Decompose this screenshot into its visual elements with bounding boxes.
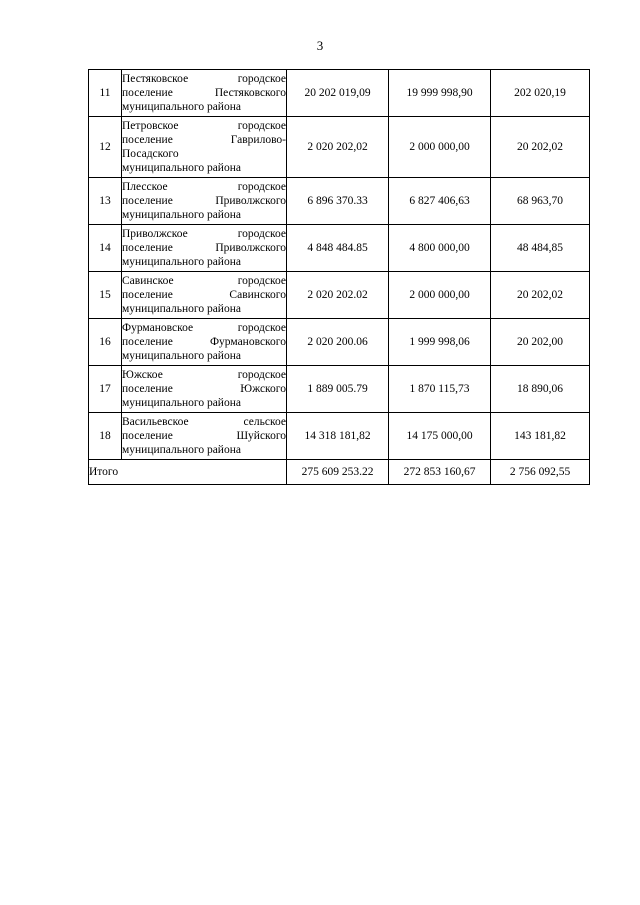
settlement-name-line: поселение Фурмановского (122, 336, 286, 348)
settlement-name-line: муниципального района (122, 209, 241, 221)
settlement-name-cell (122, 366, 287, 413)
settlement-name-line: муниципального района (122, 303, 241, 315)
amount-cell-1: 6 896 370.33 (287, 178, 389, 225)
amount-cell-3: 143 181,82 (491, 413, 590, 460)
settlement-name-line: Васильевское сельское (122, 416, 286, 428)
row-number-cell: 17 (89, 366, 122, 413)
table-row (89, 225, 590, 272)
row-number-cell: 16 (89, 319, 122, 366)
settlement-name-line: муниципального района (122, 397, 241, 409)
amount-cell-3: 202 020,19 (491, 70, 590, 117)
settlement-name-line: поселение Приволжского (122, 242, 286, 254)
amount-cell-2: 2 000 000,00 (389, 117, 491, 178)
table-row (89, 178, 590, 225)
table-row (89, 70, 590, 117)
settlement-name-line: Петровское городское (122, 120, 286, 132)
settlement-name-cell (122, 117, 287, 178)
settlement-name-line: поселение Приволжского (122, 195, 286, 207)
row-number-cell: 18 (89, 413, 122, 460)
total-row (89, 460, 590, 485)
total-amount-cell-3: 2 756 092,55 (491, 460, 590, 485)
settlement-name-line: муниципального района (122, 256, 241, 268)
budget-allocation-table (88, 69, 590, 485)
settlement-name-line: Савинское городское (122, 275, 286, 287)
total-label-cell: Итого (89, 460, 287, 485)
settlement-name-line: муниципального района (122, 162, 241, 174)
settlement-name-line: Приволжское городское (122, 228, 286, 240)
amount-cell-3: 20 202,02 (491, 117, 590, 178)
total-amount-cell-2: 272 853 160,67 (389, 460, 491, 485)
amount-cell-3: 68 963,70 (491, 178, 590, 225)
amount-cell-1: 14 318 181,82 (287, 413, 389, 460)
amount-cell-1: 2 020 202,02 (287, 117, 389, 178)
settlement-name-line: муниципального района (122, 444, 241, 456)
settlement-name-cell (122, 272, 287, 319)
amount-cell-2: 19 999 998,90 (389, 70, 491, 117)
amount-cell-1: 2 020 200.06 (287, 319, 389, 366)
row-number-cell: 11 (89, 70, 122, 117)
settlement-name-line: Пестяковское городское (122, 73, 286, 85)
row-number-cell: 12 (89, 117, 122, 178)
settlement-name-line: Плесское городское (122, 181, 286, 193)
settlement-name-line: Южское городское (122, 369, 286, 381)
amount-cell-2: 4 800 000,00 (389, 225, 491, 272)
settlement-name-cell (122, 413, 287, 460)
table-row (89, 366, 590, 413)
settlement-name-cell (122, 70, 287, 117)
settlement-name-line: поселение Шуйского (122, 430, 286, 442)
settlement-name-line: муниципального района (122, 101, 241, 113)
settlement-name-line: поселение Савинского (122, 289, 286, 301)
amount-cell-2: 6 827 406,63 (389, 178, 491, 225)
amount-cell-3: 18 890,06 (491, 366, 590, 413)
amount-cell-1: 20 202 019,09 (287, 70, 389, 117)
table-row (89, 413, 590, 460)
table-row (89, 117, 590, 178)
row-number-cell: 14 (89, 225, 122, 272)
amount-cell-1: 1 889 005.79 (287, 366, 389, 413)
amount-cell-2: 1 870 115,73 (389, 366, 491, 413)
total-amount-cell-1: 275 609 253.22 (287, 460, 389, 485)
amount-cell-3: 48 484,85 (491, 225, 590, 272)
table-row (89, 319, 590, 366)
amount-cell-3: 20 202,02 (491, 272, 590, 319)
amount-cell-2: 14 175 000,00 (389, 413, 491, 460)
row-number-cell: 13 (89, 178, 122, 225)
amount-cell-1: 4 848 484.85 (287, 225, 389, 272)
settlement-name-line: поселение Гаврилово- (122, 134, 286, 146)
amount-cell-3: 20 202,00 (491, 319, 590, 366)
settlement-name-cell (122, 225, 287, 272)
amount-cell-1: 2 020 202.02 (287, 272, 389, 319)
amount-cell-2: 1 999 998,06 (389, 319, 491, 366)
table-body (89, 70, 590, 485)
amount-cell-2: 2 000 000,00 (389, 272, 491, 319)
settlement-name-line: Фурмановское городское (122, 322, 286, 334)
settlement-name-cell (122, 178, 287, 225)
settlement-name-line: поселение Пестяковского (122, 87, 286, 99)
table-row (89, 272, 590, 319)
page-number: 3 (316, 38, 324, 53)
settlement-name-line: поселение Южского (122, 383, 286, 395)
row-number-cell: 15 (89, 272, 122, 319)
settlement-name-cell (122, 319, 287, 366)
settlement-name-line: муниципального района (122, 350, 241, 362)
settlement-name-line: Посадского (122, 148, 179, 160)
